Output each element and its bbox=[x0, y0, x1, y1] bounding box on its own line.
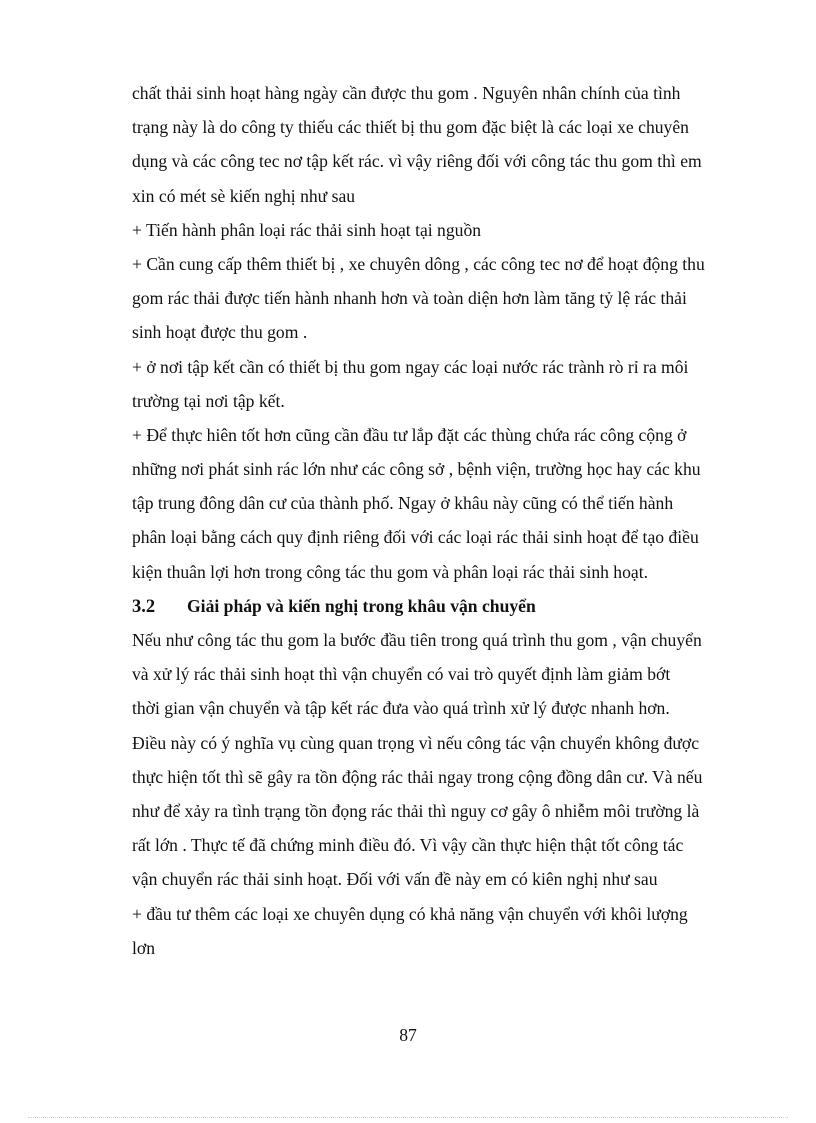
section-number: 3.2 bbox=[132, 596, 156, 617]
section-heading bbox=[132, 589, 744, 623]
text-line: dụng và các công tec nơ tập kết rác. vì vậy riêng đối với công tác thu gom thì em bbox=[132, 151, 702, 172]
text-line: + đầu tư thêm các loại xe chuyên dụng có khả năng vận chuyển với khôi lượng bbox=[132, 903, 688, 924]
page-bottom-divider bbox=[28, 1117, 788, 1118]
text-line: phân loại bằng cách quy định riêng đối với các loại rác thải sinh hoạt để tạo điều bbox=[132, 527, 699, 548]
text-line: tập trung đông dân cư của thành phố. Ngay ở khâu này cũng có thể tiến hành bbox=[132, 493, 674, 514]
text-line: gom rác thải được tiến hành nhanh hơn và toàn diện hơn làm tăng tỷ lệ rác thải bbox=[132, 288, 687, 309]
text-line: rất lớn . Thực tế đã chứng minh điều đó. Vì vậy cần thực hiện thật tốt công tác bbox=[132, 835, 684, 856]
text-line: thực hiện tốt thì sẽ gây ra tồn động rác thải ngay trong cộng đồng dân cư. Và nếu bbox=[132, 766, 703, 787]
text-line: trạng này là do công ty thiếu các thiết bị thu gom đặc biệt là các loại xe chuyên bbox=[132, 117, 689, 138]
page-number: 87 bbox=[399, 1025, 417, 1045]
section-title: Giải pháp và kiến nghị trong khâu vận chuyển bbox=[187, 595, 536, 616]
text-line: chất thải sinh hoạt hàng ngày cần được thu gom . Nguyên nhân chính của tình bbox=[132, 83, 681, 103]
text-line: như để xảy ra tình trạng tồn đọng rác thải thì nguy cơ gây ô nhiễm môi trường là bbox=[132, 800, 700, 821]
text-line: + Cần cung cấp thêm thiết bị , xe chuyên dông , các công tec nơ để hoạt động thu bbox=[132, 253, 705, 274]
document-body bbox=[132, 76, 744, 965]
text-line: kiện thuân lợi hơn trong công tác thu gom và phân loại rác thải sinh hoạt. bbox=[132, 561, 649, 582]
text-line: những nơi phát sinh rác lớn như các công sở , bệnh viện, trường học hay các khu bbox=[132, 459, 701, 480]
text-line: vận chuyển rác thải sinh hoạt. Đối với vấn đề này em có kiên nghị như sau bbox=[132, 869, 658, 890]
text-line: + Tiến hành phân loại rác thải sinh hoạt tại nguồn bbox=[132, 219, 482, 240]
text-line: Điều này có ý nghĩa vụ cùng quan trọng vì nếu công tác vận chuyển không được bbox=[132, 732, 700, 753]
text-line: trường tại nơi tập kết. bbox=[132, 390, 285, 411]
text-line: và xử lý rác thải sinh hoạt thì vận chuyển có vai trò quyết định làm giảm bớt bbox=[132, 664, 671, 685]
text-line: + ở nơi tập kết cần có thiết bị thu gom ngay các loại nước rác trành rò rỉ ra môi bbox=[132, 356, 689, 377]
text-line: lơn bbox=[132, 937, 155, 958]
text-line: sinh hoạt được thu gom . bbox=[132, 322, 308, 343]
text-line: + Để thực hiên tốt hơn cũng cần đầu tư lắp đặt các thùng chứa rác công cộng ở bbox=[132, 424, 687, 445]
text-line: Nếu như công tác thu gom la bước đầu tiên trong quá trình thu gom , vận chuyển bbox=[132, 630, 702, 650]
text-line: xin có mét sè kiến nghị như sau bbox=[132, 185, 356, 206]
text-line: thời gian vận chuyển và tập kết rác đưa vào quá trình xử lý được nhanh hơn. bbox=[132, 698, 670, 719]
